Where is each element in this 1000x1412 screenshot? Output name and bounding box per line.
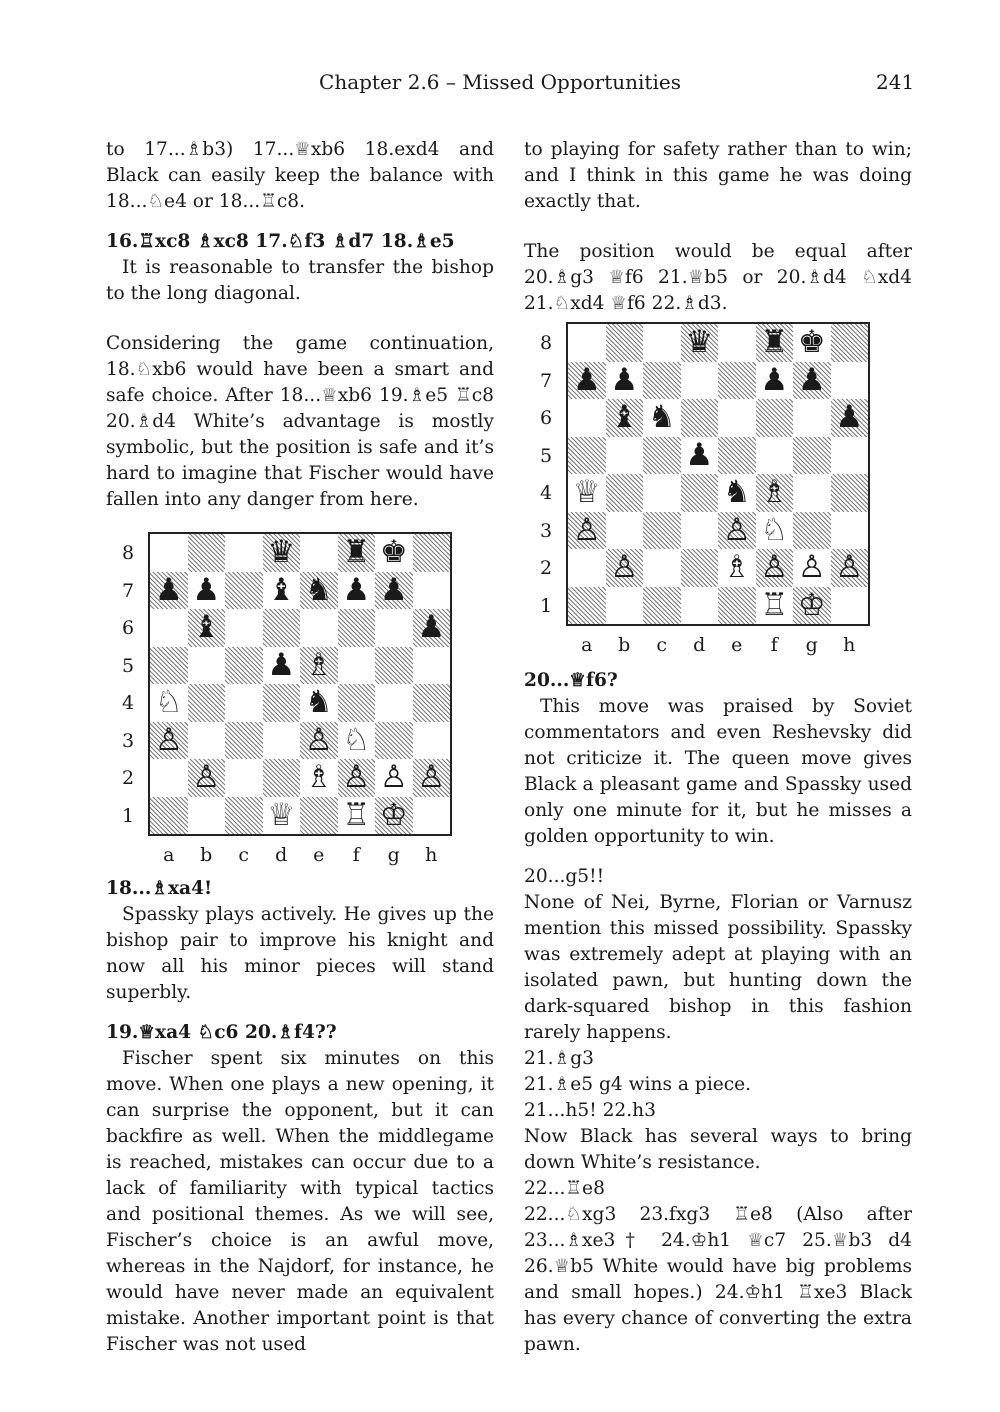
file-label: e — [731, 634, 743, 656]
square-e7 — [718, 362, 756, 400]
move-line: 20...♕f6? — [524, 670, 618, 691]
square-d4 — [263, 684, 301, 722]
chess-piece: ♘ — [342, 721, 371, 758]
rank-label: 6 — [539, 407, 553, 429]
square-b1 — [606, 587, 644, 625]
square-g7 — [793, 362, 831, 400]
chess-piece: ♟ — [267, 646, 296, 683]
file-label: h — [425, 844, 438, 866]
chess-piece: ♙ — [797, 549, 826, 586]
paragraph: Spassky plays actively. He gives up the bishop pair to improve his knight and now all his minor pieces will stand superbly. — [106, 904, 494, 1003]
square-d4 — [681, 474, 719, 512]
square-c7 — [643, 362, 681, 400]
file-label: d — [693, 634, 706, 656]
square-e2 — [718, 549, 756, 587]
square-g1 — [793, 587, 831, 625]
variation-line: 22...♖e8 — [524, 1178, 605, 1199]
square-b7 — [188, 572, 226, 610]
paragraph: The position would be equal after 20.♗g3 ♕f6 21.♕b5 or 20.♗d4 ♘xd4 21.♘xd4 ♕f6 22.♗d3. — [524, 241, 912, 314]
square-c3 — [643, 512, 681, 550]
chess-piece: ♙ — [722, 511, 751, 548]
left-column — [106, 137, 494, 513]
square-c6 — [643, 399, 681, 437]
square-h5 — [413, 647, 451, 685]
square-d2 — [681, 549, 719, 587]
chess-piece: ♖ — [342, 796, 371, 833]
rank-label: 5 — [539, 444, 553, 467]
square-b3 — [188, 722, 226, 760]
chess-piece: ♝ — [192, 609, 221, 646]
chess-piece: ♕ — [267, 796, 296, 833]
chessboard — [148, 532, 452, 836]
chess-piece: ♔ — [797, 586, 826, 623]
file-label: b — [200, 844, 213, 866]
chess-piece: ♙ — [760, 549, 789, 586]
square-b2 — [606, 549, 644, 587]
file-label: c — [238, 844, 250, 866]
square-a6 — [568, 399, 606, 437]
rank-label: 7 — [121, 579, 135, 602]
file-label: g — [387, 844, 400, 866]
chess-piece: ♘ — [760, 511, 789, 548]
square-f7 — [756, 362, 794, 400]
chess-piece: ♚ — [379, 534, 408, 571]
square-d8 — [681, 324, 719, 362]
square-c7 — [225, 572, 263, 610]
chess-piece: ♗ — [304, 759, 333, 796]
rank-label: 1 — [121, 804, 135, 827]
chess-piece: ♟ — [835, 399, 864, 436]
square-b5 — [188, 647, 226, 685]
square-a1 — [150, 797, 188, 835]
square-h4 — [413, 684, 451, 722]
square-g2 — [375, 759, 413, 797]
square-d7 — [681, 362, 719, 400]
chess-piece: ♙ — [192, 759, 221, 796]
square-c6 — [225, 609, 263, 647]
rank-label: 8 — [121, 542, 135, 564]
square-e4 — [718, 474, 756, 512]
square-b2 — [188, 759, 226, 797]
square-a3 — [150, 722, 188, 760]
chapter-title: Chapter 2.6 – Missed Opportunities — [319, 70, 681, 94]
square-d8 — [263, 534, 301, 572]
move-line: 18...♗xa4! — [106, 878, 213, 899]
square-h2 — [831, 549, 869, 587]
square-e3 — [300, 722, 338, 760]
square-c1 — [643, 587, 681, 625]
square-d1 — [681, 587, 719, 625]
square-d5 — [263, 647, 301, 685]
file-label: a — [581, 634, 593, 656]
square-g7 — [375, 572, 413, 610]
square-a8 — [150, 534, 188, 572]
chess-piece: ♙ — [835, 549, 864, 586]
square-a7 — [568, 362, 606, 400]
paragraph: This move was praised by Soviet commentators and even Reshevsky did not criticize it. The queen move gives Black a pleasant game and Spassky used only one minute for it, but he misses a golden opportunity to win. — [524, 696, 912, 847]
variation-text: 22...♘xg3 23.fxg3 ♖e8 (Also after 23...♗xe3† 24.♔h1 ♕c7 25.♕b3 d4 26.♕b5 White would have big problems and small hopes.) 24.♔h1 ♖xe3 Black has every chance of converting the extra pawn. — [524, 1204, 912, 1355]
square-g6 — [793, 399, 831, 437]
file-label: d — [275, 844, 288, 866]
chess-piece: ♙ — [304, 721, 333, 758]
square-d2 — [263, 759, 301, 797]
left-column-lower — [106, 876, 494, 1358]
chess-piece: ♕ — [572, 474, 601, 511]
square-h7 — [413, 572, 451, 610]
square-h3 — [831, 512, 869, 550]
square-f2 — [338, 759, 376, 797]
paragraph: It is reasonable to transfer the bishop to the long diagonal. — [106, 257, 494, 304]
square-a2 — [150, 759, 188, 797]
variation-line: 21.♗g3 — [524, 1048, 594, 1069]
square-g3 — [793, 512, 831, 550]
file-label: c — [656, 634, 668, 656]
chess-piece: ♜ — [760, 324, 789, 361]
square-h3 — [413, 722, 451, 760]
square-a5 — [568, 437, 606, 475]
chess-piece: ♗ — [760, 474, 789, 511]
file-label: b — [618, 634, 631, 656]
variation-text: None of Nei, Byrne, Florian or Varnusz mention this missed possibility. Spassky was extremely adept at playing with an isolated pawn, but hunting down the dark-squared bishop in this fashion rarely happens. — [524, 892, 912, 1043]
square-e1 — [300, 797, 338, 835]
square-e7 — [300, 572, 338, 610]
square-e3 — [718, 512, 756, 550]
chess-piece: ♙ — [610, 549, 639, 586]
square-e1 — [718, 587, 756, 625]
rank-label: 2 — [539, 557, 553, 579]
square-g8 — [375, 534, 413, 572]
square-f7 — [338, 572, 376, 610]
square-g4 — [375, 684, 413, 722]
square-g2 — [793, 549, 831, 587]
paragraph: to playing for safety rather than to win; and I think in this game he was doing exactly that. — [524, 139, 912, 212]
chess-piece: ♝ — [610, 399, 639, 436]
square-c4 — [643, 474, 681, 512]
square-d3 — [681, 512, 719, 550]
square-c2 — [643, 549, 681, 587]
square-h1 — [831, 587, 869, 625]
square-f5 — [338, 647, 376, 685]
square-g5 — [375, 647, 413, 685]
chessboard — [566, 322, 870, 626]
rank-label: 7 — [539, 369, 553, 392]
chess-piece: ♟ — [610, 361, 639, 398]
rank-label: 3 — [539, 519, 553, 542]
square-h4 — [831, 474, 869, 512]
square-c5 — [225, 647, 263, 685]
square-b5 — [606, 437, 644, 475]
square-e4 — [300, 684, 338, 722]
chess-piece: ♙ — [379, 759, 408, 796]
chess-piece: ♙ — [572, 511, 601, 548]
variation-line: 20...g5!! — [524, 866, 605, 887]
square-f6 — [338, 609, 376, 647]
file-label: a — [163, 844, 175, 866]
square-f4 — [756, 474, 794, 512]
square-c4 — [225, 684, 263, 722]
square-c5 — [643, 437, 681, 475]
square-f6 — [756, 399, 794, 437]
paragraph: Fischer spent six minutes on this move. When one plays a new opening, it can surprise the opponent, but it can backfire as well. When the middlegame is reached, mistakes can occur due to a lack of familiarity with typical tactics and positional themes. As we will see, Fischer’s choice is an awful move, whereas in the Najdorf, for instance, he would have never made an equivalent mistake. Another important point is that Fischer was not used — [106, 1048, 494, 1355]
chess-piece: ♛ — [267, 534, 296, 571]
chess-piece: ♚ — [797, 324, 826, 361]
square-g4 — [793, 474, 831, 512]
chess-piece: ♞ — [304, 571, 333, 608]
square-b7 — [606, 362, 644, 400]
square-g8 — [793, 324, 831, 362]
square-e6 — [300, 609, 338, 647]
chess-piece: ♞ — [722, 474, 751, 511]
square-d1 — [263, 797, 301, 835]
variation-line: 21...h5! 22.h3 — [524, 1100, 656, 1121]
square-h8 — [831, 324, 869, 362]
chess-piece: ♜ — [342, 534, 371, 571]
square-f1 — [756, 587, 794, 625]
square-h1 — [413, 797, 451, 835]
page-number: 241 — [876, 70, 915, 94]
square-d5 — [681, 437, 719, 475]
file-label: h — [843, 634, 856, 656]
square-a6 — [150, 609, 188, 647]
square-e6 — [718, 399, 756, 437]
chess-piece: ♗ — [722, 549, 751, 586]
square-f5 — [756, 437, 794, 475]
file-label: e — [313, 844, 325, 866]
square-b8 — [188, 534, 226, 572]
square-f3 — [756, 512, 794, 550]
right-column-lower — [524, 668, 912, 1358]
chess-piece: ♟ — [379, 571, 408, 608]
square-f2 — [756, 549, 794, 587]
chess-piece: ♗ — [304, 646, 333, 683]
chess-piece: ♘ — [154, 684, 183, 721]
square-h6 — [413, 609, 451, 647]
rank-label: 6 — [121, 617, 135, 639]
square-c1 — [225, 797, 263, 835]
rank-label: 4 — [121, 692, 135, 714]
paragraph: Considering the game continuation, 18.♘xb6 would have been a smart and safe choice. After 18...♕xb6 19.♗e5 ♖c8 20.♗d4 White’s advantage is mostly symbolic, but the position is safe and it’s hard to imagine that Fischer would have fallen into any danger from here. — [106, 333, 494, 510]
rank-label: 1 — [539, 594, 553, 617]
rank-label: 5 — [121, 654, 135, 677]
square-b4 — [606, 474, 644, 512]
square-g5 — [793, 437, 831, 475]
square-b3 — [606, 512, 644, 550]
rank-label: 4 — [539, 482, 553, 504]
square-c3 — [225, 722, 263, 760]
chess-piece: ♟ — [572, 361, 601, 398]
square-a2 — [568, 549, 606, 587]
square-f8 — [338, 534, 376, 572]
chess-piece: ♖ — [760, 586, 789, 623]
square-b4 — [188, 684, 226, 722]
chess-piece: ♟ — [342, 571, 371, 608]
square-c8 — [225, 534, 263, 572]
file-label: f — [770, 634, 778, 656]
square-h5 — [831, 437, 869, 475]
file-label: g — [805, 634, 818, 656]
square-a4 — [150, 684, 188, 722]
square-f3 — [338, 722, 376, 760]
chess-piece: ♟ — [797, 361, 826, 398]
square-g6 — [375, 609, 413, 647]
chess-piece: ♟ — [685, 436, 714, 473]
square-e8 — [718, 324, 756, 362]
square-g3 — [375, 722, 413, 760]
chess-piece: ♝ — [267, 571, 296, 608]
square-e8 — [300, 534, 338, 572]
square-f8 — [756, 324, 794, 362]
chess-piece: ♙ — [342, 759, 371, 796]
square-g1 — [375, 797, 413, 835]
square-a1 — [568, 587, 606, 625]
right-column — [524, 137, 912, 317]
file-label: f — [352, 844, 360, 866]
variation-text: Now Black has several ways to bring down White’s resistance. — [524, 1126, 912, 1173]
square-e5 — [718, 437, 756, 475]
square-d6 — [681, 399, 719, 437]
square-h7 — [831, 362, 869, 400]
square-d3 — [263, 722, 301, 760]
square-a4 — [568, 474, 606, 512]
square-e5 — [300, 647, 338, 685]
move-line: 16.♖xc8 ♗xc8 17.♘f3 ♗d7 18.♗e5 — [106, 231, 455, 252]
chess-piece: ♛ — [685, 324, 714, 361]
square-h2 — [413, 759, 451, 797]
square-h6 — [831, 399, 869, 437]
square-f1 — [338, 797, 376, 835]
square-a5 — [150, 647, 188, 685]
square-b6 — [188, 609, 226, 647]
rank-label: 2 — [121, 767, 135, 789]
square-h8 — [413, 534, 451, 572]
chess-piece: ♟ — [417, 609, 446, 646]
paragraph: to 17...♗b3) 17...♕xb6 18.exd4 and Black can easily keep the balance with 18...♘e4 or 18...♖c8. — [106, 139, 494, 212]
chess-piece: ♞ — [647, 399, 676, 436]
square-f4 — [338, 684, 376, 722]
square-a7 — [150, 572, 188, 610]
rank-label: 8 — [539, 332, 553, 354]
chess-piece: ♟ — [154, 571, 183, 608]
square-e2 — [300, 759, 338, 797]
rank-label: 3 — [121, 729, 135, 752]
move-line: 19.♕xa4 ♘c6 20.♗f4?? — [106, 1022, 337, 1043]
chess-piece: ♙ — [417, 759, 446, 796]
chess-piece: ♞ — [304, 684, 333, 721]
square-c2 — [225, 759, 263, 797]
square-d7 — [263, 572, 301, 610]
square-a3 — [568, 512, 606, 550]
chess-piece: ♟ — [760, 361, 789, 398]
chess-piece: ♔ — [379, 796, 408, 833]
chess-piece: ♙ — [154, 721, 183, 758]
chess-piece: ♟ — [192, 571, 221, 608]
square-b1 — [188, 797, 226, 835]
square-d6 — [263, 609, 301, 647]
square-b6 — [606, 399, 644, 437]
square-b8 — [606, 324, 644, 362]
square-c8 — [643, 324, 681, 362]
square-a8 — [568, 324, 606, 362]
variation-text: 21.♗e5 g4 wins a piece. — [524, 1074, 752, 1095]
